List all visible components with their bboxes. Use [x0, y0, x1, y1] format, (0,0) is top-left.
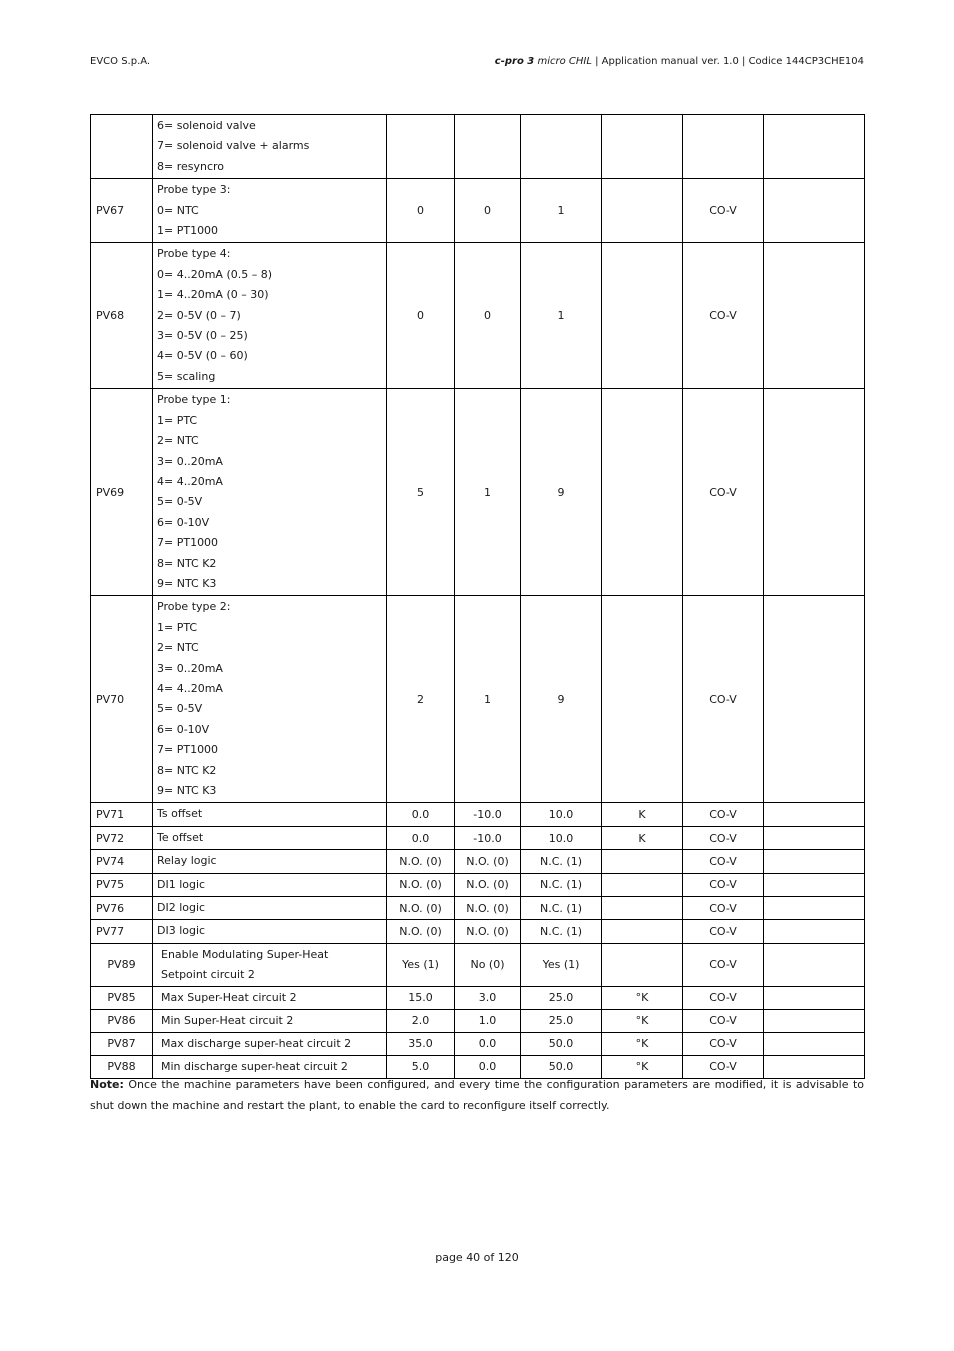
description-line: 6= solenoid valve — [157, 119, 256, 132]
table-row — [91, 1032, 865, 1055]
description-line: Max discharge super-heat circuit 2 — [161, 1036, 352, 1050]
param-description-cell — [153, 850, 387, 873]
description-line: Probe type 4: — [157, 247, 231, 261]
param-description-cell — [153, 803, 387, 826]
notes-cell — [764, 243, 865, 389]
table-row — [91, 920, 865, 943]
unit-cell — [602, 873, 683, 896]
table-row — [91, 243, 865, 389]
description-line: 6= 0-10V — [157, 722, 210, 736]
notes-cell — [764, 389, 865, 596]
description-line: 8= NTC K2 — [157, 556, 217, 570]
max-value-cell: 25.0 — [521, 986, 602, 1009]
description-line: 9= NTC K3 — [157, 576, 217, 590]
param-code-cell: PV77 — [91, 920, 153, 943]
max-value-cell: N.C. (1) — [521, 850, 602, 873]
access-level-cell: CO-V — [683, 943, 764, 986]
notes-cell — [764, 897, 865, 920]
description-line: 4= 4..20mA — [157, 474, 223, 488]
max-value-cell: N.C. (1) — [521, 873, 602, 896]
notes-cell — [764, 943, 865, 986]
table-row — [91, 596, 865, 803]
description-line: 6= 0-10V — [157, 515, 210, 529]
unit-cell: K — [602, 826, 683, 849]
param-description-cell — [153, 826, 387, 849]
access-level-cell: CO-V — [683, 920, 764, 943]
param-code-cell: PV76 — [91, 897, 153, 920]
notes-cell — [764, 850, 865, 873]
access-level-cell: CO-V — [683, 1009, 764, 1032]
notes-cell — [764, 826, 865, 849]
param-code-cell: PV75 — [91, 873, 153, 896]
access-level-cell — [683, 115, 764, 179]
description-line: 7= solenoid valve + alarms — [157, 139, 310, 153]
max-value-cell: 9 — [521, 596, 602, 803]
min-value-cell: 0 — [455, 179, 521, 243]
param-description-cell — [153, 1009, 387, 1032]
min-value-cell: 3.0 — [455, 986, 521, 1009]
max-value-cell: 25.0 — [521, 1009, 602, 1032]
max-value-cell: 50.0 — [521, 1055, 602, 1078]
default-value-cell — [387, 115, 455, 179]
param-code-cell: PV88 — [91, 1055, 153, 1078]
description-line: 1= 4..20mA (0 – 30) — [157, 288, 269, 302]
note-paragraph — [90, 1075, 864, 1116]
table-row — [91, 986, 865, 1009]
description-line: 1= PTC — [157, 413, 198, 427]
min-value-cell: -10.0 — [455, 803, 521, 826]
default-value-cell: 5 — [387, 389, 455, 596]
default-value-cell: 0 — [387, 179, 455, 243]
description-line: 3= 0..20mA — [157, 661, 223, 675]
table-row — [91, 850, 865, 873]
min-value-cell: 0.0 — [455, 1032, 521, 1055]
table-row — [91, 115, 865, 179]
description-line: 9= NTC K3 — [157, 784, 217, 797]
min-value-cell: 0.0 — [455, 1055, 521, 1078]
max-value-cell: 10.0 — [521, 803, 602, 826]
header-product-bold: c-pro 3 — [494, 56, 535, 67]
note-text: Once the machine parameters have been configured, and every time the configuration parameters are modified, it is advisable to shut down the machine and restart the plant, to enable the card to reconfigure itself correctly. — [90, 1078, 865, 1112]
max-value-cell: Yes (1) — [521, 943, 602, 986]
header-company: EVCO S.p.A. — [90, 56, 151, 67]
max-value-cell: N.C. (1) — [521, 897, 602, 920]
unit-cell — [602, 943, 683, 986]
description-line: 2= 0-5V (0 – 7) — [157, 308, 241, 322]
access-level-cell: CO-V — [683, 826, 764, 849]
description-line: Enable Modulating Super-Heat — [161, 947, 329, 961]
note-label: Note: — [90, 1078, 124, 1091]
description-line: 3= 0-5V (0 – 25) — [157, 329, 248, 343]
description-line: 7= PT1000 — [157, 536, 219, 550]
max-value-cell: N.C. (1) — [521, 920, 602, 943]
description-line: 8= resyncro — [157, 159, 225, 173]
unit-cell: °K — [602, 986, 683, 1009]
description-line: 1= PT1000 — [157, 224, 219, 238]
parameters-table — [90, 114, 865, 1079]
header-product-italic: micro CHIL — [537, 56, 592, 67]
description-line: 3= 0..20mA — [157, 454, 223, 468]
table-row — [91, 943, 865, 986]
table-row — [91, 1009, 865, 1032]
default-value-cell: 5.0 — [387, 1055, 455, 1078]
notes-cell — [764, 115, 865, 179]
param-code-cell: PV69 — [91, 389, 153, 596]
description-line: 8= NTC K2 — [157, 763, 217, 777]
min-value-cell: 1.0 — [455, 1009, 521, 1032]
description-line: 2= NTC — [157, 641, 199, 655]
unit-cell — [602, 179, 683, 243]
max-value-cell: 1 — [521, 179, 602, 243]
param-code-cell: PV85 — [91, 986, 153, 1009]
min-value-cell: 1 — [455, 596, 521, 803]
max-value-cell — [521, 115, 602, 179]
description-line: DI1 logic — [157, 877, 206, 891]
param-description-cell — [153, 873, 387, 896]
max-value-cell: 10.0 — [521, 826, 602, 849]
description-line: 5= 0-5V — [157, 495, 203, 509]
access-level-cell: CO-V — [683, 850, 764, 873]
param-code-cell: PV68 — [91, 243, 153, 389]
param-description-cell — [153, 389, 387, 596]
min-value-cell: 1 — [455, 389, 521, 596]
default-value-cell: N.O. (0) — [387, 897, 455, 920]
min-value-cell — [455, 115, 521, 179]
notes-cell — [764, 1032, 865, 1055]
notes-cell — [764, 803, 865, 826]
description-line: Min discharge super-heat circuit 2 — [161, 1059, 348, 1073]
description-line: DI2 logic — [157, 901, 206, 915]
description-line: 5= scaling — [157, 369, 216, 383]
param-code-cell: PV72 — [91, 826, 153, 849]
description-line: 0= 4..20mA (0.5 – 8) — [157, 267, 273, 281]
unit-cell — [602, 920, 683, 943]
min-value-cell: No (0) — [455, 943, 521, 986]
param-description-cell — [153, 1032, 387, 1055]
page-number: page 40 of 120 — [435, 1251, 519, 1264]
min-value-cell: -10.0 — [455, 826, 521, 849]
param-code-cell: PV67 — [91, 179, 153, 243]
access-level-cell: CO-V — [683, 243, 764, 389]
min-value-cell: N.O. (0) — [455, 873, 521, 896]
param-description-cell — [153, 179, 387, 243]
min-value-cell: 0 — [455, 243, 521, 389]
param-description-cell — [153, 596, 387, 803]
description-line: Probe type 1: — [157, 393, 231, 407]
access-level-cell: CO-V — [683, 179, 764, 243]
access-level-cell: CO-V — [683, 897, 764, 920]
default-value-cell: N.O. (0) — [387, 920, 455, 943]
param-description-cell — [153, 115, 387, 179]
description-line: 7= PT1000 — [157, 743, 219, 757]
description-line: DI3 logic — [157, 924, 206, 938]
default-value-cell: 0.0 — [387, 803, 455, 826]
param-description-cell — [153, 943, 387, 986]
default-value-cell: 35.0 — [387, 1032, 455, 1055]
unit-cell: °K — [602, 1009, 683, 1032]
unit-cell: °K — [602, 1032, 683, 1055]
description-line: 1= PTC — [157, 620, 198, 634]
default-value-cell: 0 — [387, 243, 455, 389]
access-level-cell: CO-V — [683, 986, 764, 1009]
min-value-cell: N.O. (0) — [455, 850, 521, 873]
default-value-cell: 2.0 — [387, 1009, 455, 1032]
default-value-cell: 2 — [387, 596, 455, 803]
max-value-cell: 50.0 — [521, 1032, 602, 1055]
access-level-cell: CO-V — [683, 803, 764, 826]
unit-cell — [602, 389, 683, 596]
description-line: 4= 0-5V (0 – 60) — [157, 349, 248, 363]
notes-cell — [764, 596, 865, 803]
param-code-cell: PV71 — [91, 803, 153, 826]
notes-cell — [764, 920, 865, 943]
param-code-cell: PV86 — [91, 1009, 153, 1032]
access-level-cell: CO-V — [683, 873, 764, 896]
unit-cell — [602, 596, 683, 803]
notes-cell — [764, 986, 865, 1009]
unit-cell: °K — [602, 1055, 683, 1078]
default-value-cell: N.O. (0) — [387, 873, 455, 896]
table-row — [91, 803, 865, 826]
description-line: 0= NTC — [157, 203, 199, 217]
access-level-cell: CO-V — [683, 596, 764, 803]
description-line: Max Super-Heat circuit 2 — [161, 990, 297, 1004]
table-row — [91, 873, 865, 896]
access-level-cell: CO-V — [683, 1055, 764, 1078]
param-description-cell — [153, 243, 387, 389]
unit-cell — [602, 897, 683, 920]
param-code-cell: PV70 — [91, 596, 153, 803]
min-value-cell: N.O. (0) — [455, 897, 521, 920]
default-value-cell: N.O. (0) — [387, 850, 455, 873]
description-line: Probe type 3: — [157, 183, 231, 197]
description-line: Setpoint circuit 2 — [161, 967, 255, 981]
table-row — [91, 897, 865, 920]
min-value-cell: N.O. (0) — [455, 920, 521, 943]
default-value-cell: Yes (1) — [387, 943, 455, 986]
notes-cell — [764, 1009, 865, 1032]
param-description-cell — [153, 986, 387, 1009]
access-level-cell: CO-V — [683, 389, 764, 596]
param-code-cell: PV74 — [91, 850, 153, 873]
unit-cell — [602, 243, 683, 389]
notes-cell — [764, 873, 865, 896]
access-level-cell: CO-V — [683, 1032, 764, 1055]
parameters-table-body — [91, 115, 865, 1079]
unit-cell — [602, 115, 683, 179]
param-code-cell: PV87 — [91, 1032, 153, 1055]
description-line: 5= 0-5V — [157, 702, 203, 716]
description-line: Ts offset — [157, 807, 203, 821]
max-value-cell: 9 — [521, 389, 602, 596]
header-manual-info: | Application manual ver. 1.0 | Codice 144CP3CHE104 — [595, 56, 864, 67]
max-value-cell: 1 — [521, 243, 602, 389]
param-code-cell — [91, 115, 153, 179]
unit-cell — [602, 850, 683, 873]
param-description-cell — [153, 897, 387, 920]
table-row — [91, 826, 865, 849]
description-line: 2= NTC — [157, 434, 199, 448]
table-row — [91, 179, 865, 243]
notes-cell — [764, 179, 865, 243]
param-code-cell: PV89 — [91, 943, 153, 986]
description-line: Probe type 2: — [157, 600, 231, 614]
unit-cell: K — [602, 803, 683, 826]
default-value-cell: 15.0 — [387, 986, 455, 1009]
table-row — [91, 389, 865, 596]
description-line: Te offset — [157, 830, 204, 844]
description-line: Relay logic — [157, 854, 217, 868]
header-document-info — [495, 56, 864, 67]
description-line: Min Super-Heat circuit 2 — [161, 1013, 294, 1027]
default-value-cell: 0.0 — [387, 826, 455, 849]
description-line: 4= 4..20mA — [157, 681, 223, 695]
param-description-cell — [153, 920, 387, 943]
